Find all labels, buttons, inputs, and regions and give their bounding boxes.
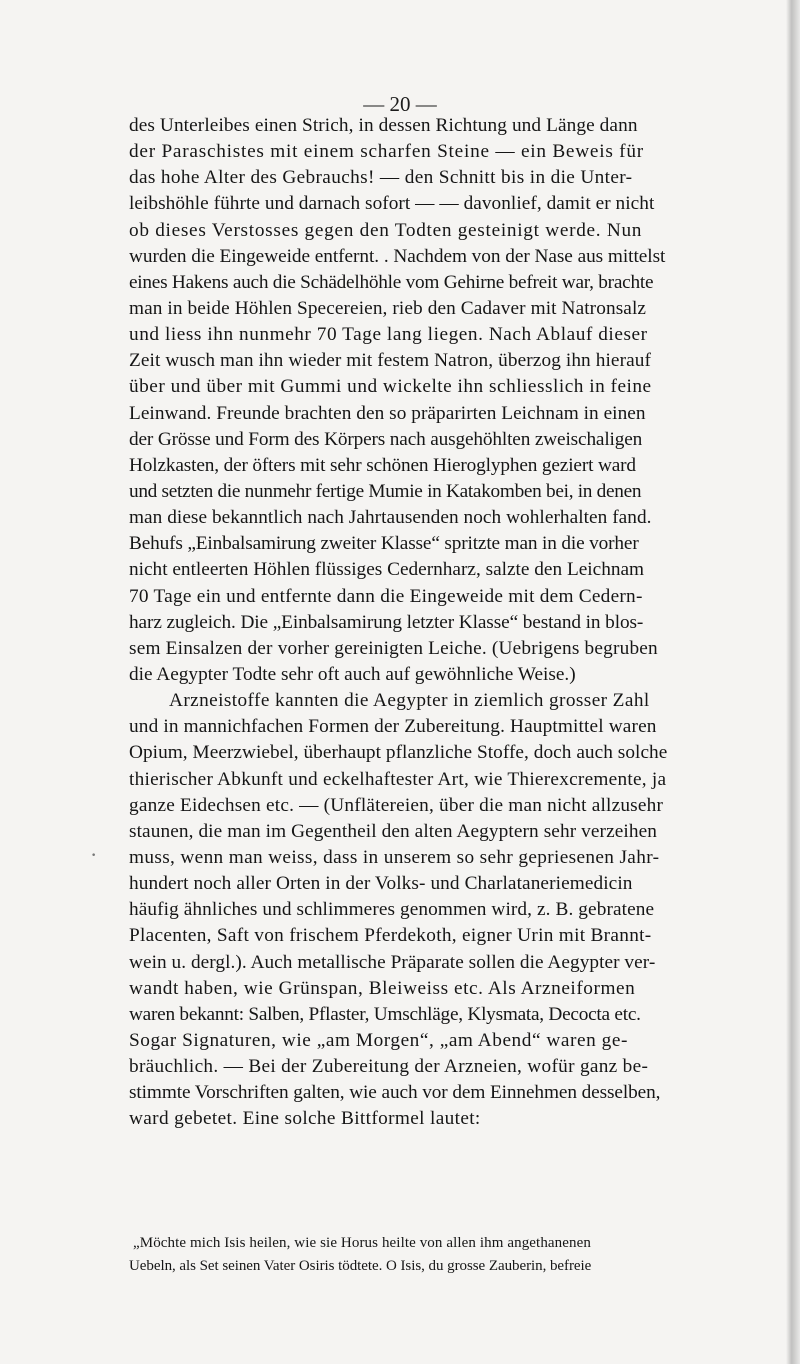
text-line: ganze Eidechsen etc. — (Unflätereien, über die man nicht allzusehr — [129, 794, 664, 816]
text-line: Opium, Meerzwiebel, überhaupt pflanzliche Stoffe, doch auch solche — [129, 742, 668, 764]
text-line: eines Hakens auch die Schädelhöhle vom Gehirne befreit war, brachte — [129, 271, 654, 293]
text-line: man diese bekanntlich nach Jahrtausenden noch wohlerhalten fand. — [129, 507, 652, 529]
text-line: Behufs „Einbalsamirung zweiter Klasse“ spritzte man in die vorher — [129, 533, 639, 555]
text-line: der Grösse und Form des Körpers nach ausgehöhlten zweischaligen — [129, 428, 643, 450]
quote-line: „Möchte mich Isis heilen, wie sie Horus heilte von allen ihm angethanenen — [133, 1235, 592, 1251]
text-line: 70 Tage ein und entfernte dann die Eingeweide mit dem Cedern- — [129, 585, 643, 607]
text-line: leibshöhle führte und darnach sofort — — davonlief, damit er nicht — [129, 193, 655, 215]
text-line: und setzten die nunmehr fertige Mumie in Katakomben bei, in denen — [129, 480, 642, 502]
text-line: Zeit wusch man ihn wieder mit festem Natron, überzog ihn hierauf — [129, 350, 652, 372]
text-line: Arzneistoffe kannten die Aegypter in ziemlich grosser Zahl — [169, 690, 650, 712]
text-line: Sogar Signaturen, wie „am Morgen“, „am Abend“ waren ge- — [129, 1029, 628, 1051]
text-line: sem Einsalzen der vorher gereinigten Leiche. (Uebrigens begruben — [129, 637, 658, 659]
text-line: die Aegypter Todte sehr oft auch auf gewöhnliche Weise.) — [129, 663, 576, 685]
text-line: waren bekannt: Salben, Pflaster, Umschläge, Klysmata, Decocta etc. — [129, 1003, 641, 1025]
page-number: — 20 — — [363, 92, 437, 116]
text-line: wandt haben, wie Grünspan, Bleiweiss etc. Als Arzneiformen — [129, 977, 636, 999]
text-line: häufig ähnliches und schlimmeres genommen wird, z. B. gebratene — [129, 899, 655, 921]
text-line: über und über mit Gummi und wickelte ihn schliesslich in feine — [129, 376, 652, 398]
text-line: Placenten, Saft von frischem Pferdekoth, eigner Urin mit Brannt- — [129, 925, 652, 947]
text-line: nicht entleerten Höhlen flüssiges Cedernharz, salzte den Leichnam — [129, 559, 645, 581]
text-line: stimmte Vorschriften galten, wie auch vor dem Einnehmen desselben, — [129, 1082, 661, 1104]
text-line: bräuchlich. — Bei der Zubereitung der Arzneien, wofür ganz be- — [129, 1056, 649, 1078]
quote-line: Uebeln, als Set seinen Vater Osiris tödtete. O Isis, du grosse Zauberin, befreie — [129, 1258, 592, 1274]
text-line: Leinwand. Freunde brachten den so präparirten Leichnam in einen — [129, 402, 646, 424]
text-line: man in beide Höhlen Specereien, rieb den Cadaver mit Natronsalz — [129, 297, 647, 319]
text-line: hundert noch aller Orten in der Volks- und Charlataneriemedicin — [129, 873, 633, 895]
text-line: Holzkasten, der öfters mit sehr schönen Hieroglyphen geziert ward — [129, 454, 636, 476]
text-line: des Unterleibes einen Strich, in dessen Richtung und Länge dann — [129, 115, 638, 136]
text-line: harz zugleich. Die „Einbalsamirung letzter Klasse“ bestand in blos- — [129, 611, 644, 633]
body-text — [129, 113, 796, 1132]
text-line: wurden die Eingeweide entfernt. . Nachdem von der Nase aus mittelst — [129, 245, 666, 267]
text-line: und in mannichfachen Formen der Zubereitung. Hauptmittel waren — [129, 716, 657, 738]
text-line: thierischer Abkunft und eckelhaftester Art, wie Thierexcremente, ja — [129, 768, 667, 790]
text-line: der Paraschistes mit einem scharfen Steine — ein Beweis für — [129, 141, 644, 163]
text-line: wein u. dergl.). Auch metallische Präparate sollen die Aegypter ver- — [129, 951, 656, 973]
text-line: ob dieses Verstosses gegen den Todten gesteinigt werde. Nun — [129, 219, 643, 241]
quoted-prayer — [129, 1232, 796, 1278]
text-line: staunen, die man im Gegentheil den alten Aegyptern sehr verzeihen — [129, 820, 657, 842]
text-line: und liess ihn nunmehr 70 Tage lang liegen. Nach Ablauf dieser — [129, 324, 648, 346]
text-line: das hohe Alter des Gebrauchs! — den Schnitt bis in die Unter- — [129, 167, 633, 189]
text-line: ward gebetet. Eine solche Bittformel lautet: — [129, 1108, 481, 1130]
margin-mark: • — [91, 851, 97, 861]
text-line: muss, wenn man weiss, dass in unserem so sehr gepriesenen Jahr- — [129, 846, 660, 868]
